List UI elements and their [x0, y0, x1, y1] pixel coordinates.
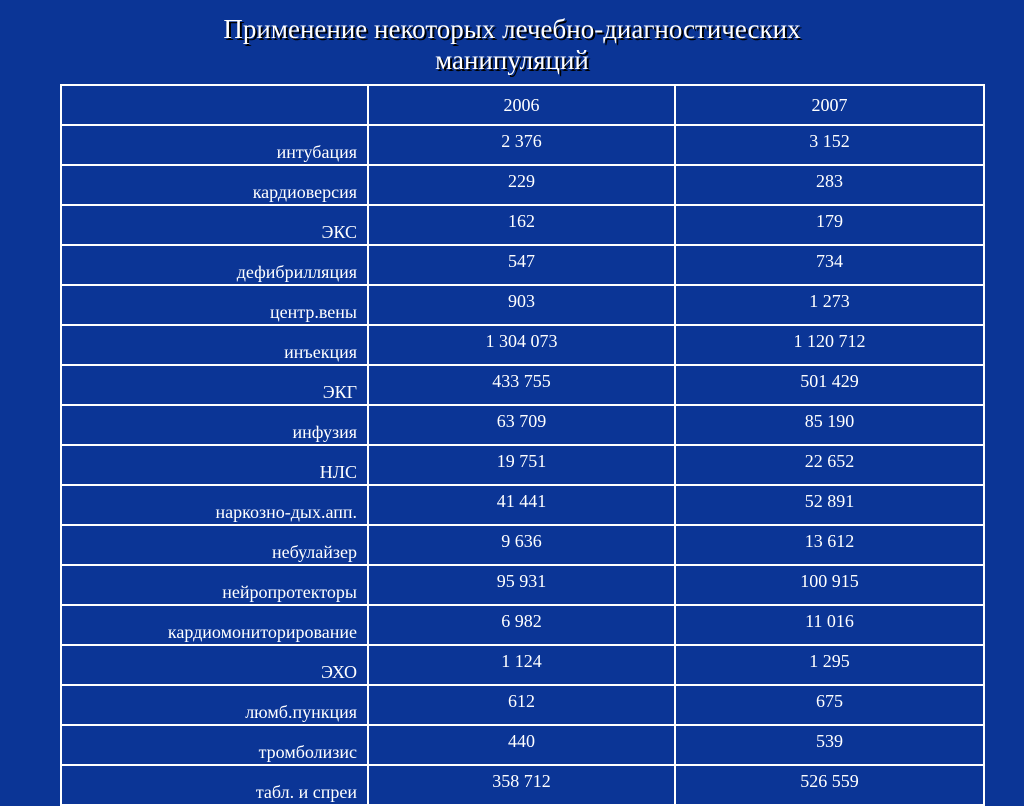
table-row — [61, 445, 984, 485]
value-2006: 41 441 — [368, 485, 675, 525]
row-label: инъекция — [61, 325, 368, 365]
value-2006: 903 — [368, 285, 675, 325]
value-2007: 675 — [675, 685, 984, 725]
value-2007: 501 429 — [675, 365, 984, 405]
table-row — [61, 485, 984, 525]
table-row — [61, 405, 984, 445]
table-row — [61, 645, 984, 685]
value-2007: 179 — [675, 205, 984, 245]
table-row — [61, 605, 984, 645]
slide-title-line2: манипуляций — [435, 45, 589, 75]
row-label: НЛС — [61, 445, 368, 485]
row-label: табл. и спреи — [61, 765, 368, 805]
table-row — [61, 565, 984, 605]
row-label: ЭХО — [61, 645, 368, 685]
row-label: кардиомониторирование — [61, 605, 368, 645]
table-row — [61, 685, 984, 725]
value-2007: 13 612 — [675, 525, 984, 565]
value-2007: 1 295 — [675, 645, 984, 685]
row-label: ЭКС — [61, 205, 368, 245]
row-label: дефибрилляция — [61, 245, 368, 285]
value-2007: 283 — [675, 165, 984, 205]
value-2006: 6 982 — [368, 605, 675, 645]
row-label: инфузия — [61, 405, 368, 445]
row-label: центр.вены — [61, 285, 368, 325]
table-row — [61, 725, 984, 765]
value-2007: 22 652 — [675, 445, 984, 485]
value-2007: 526 559 — [675, 765, 984, 805]
header-cell-2007: 2007 — [675, 85, 984, 125]
value-2007: 1 273 — [675, 285, 984, 325]
table-row — [61, 325, 984, 365]
table-row — [61, 165, 984, 205]
value-2006: 162 — [368, 205, 675, 245]
table-header-row — [61, 85, 984, 125]
value-2007: 11 016 — [675, 605, 984, 645]
table-row — [61, 525, 984, 565]
value-2007: 85 190 — [675, 405, 984, 445]
value-2007: 100 915 — [675, 565, 984, 605]
value-2006: 19 751 — [368, 445, 675, 485]
procedures-table — [60, 84, 985, 806]
value-2007: 3 152 — [675, 125, 984, 165]
table-row — [61, 245, 984, 285]
header-cell-label — [61, 85, 368, 125]
slide-title — [120, 14, 904, 76]
value-2007: 539 — [675, 725, 984, 765]
value-2006: 547 — [368, 245, 675, 285]
value-2006: 95 931 — [368, 565, 675, 605]
value-2006: 2 376 — [368, 125, 675, 165]
value-2006: 440 — [368, 725, 675, 765]
slide-title-line1: Применение некоторых лечебно-диагностических — [223, 14, 801, 44]
header-cell-2006: 2006 — [368, 85, 675, 125]
value-2006: 9 636 — [368, 525, 675, 565]
table-row — [61, 285, 984, 325]
row-label: интубация — [61, 125, 368, 165]
value-2006: 63 709 — [368, 405, 675, 445]
row-label: люмб.пункция — [61, 685, 368, 725]
value-2007: 734 — [675, 245, 984, 285]
row-label: небулайзер — [61, 525, 368, 565]
row-label: нейропротекторы — [61, 565, 368, 605]
value-2006: 358 712 — [368, 765, 675, 805]
table-row — [61, 765, 984, 805]
row-label: тромболизис — [61, 725, 368, 765]
value-2007: 1 120 712 — [675, 325, 984, 365]
table-row — [61, 365, 984, 405]
table-row — [61, 205, 984, 245]
row-label: наркозно-дых.апп. — [61, 485, 368, 525]
table-row — [61, 125, 984, 165]
value-2006: 1 124 — [368, 645, 675, 685]
value-2006: 433 755 — [368, 365, 675, 405]
value-2007: 52 891 — [675, 485, 984, 525]
row-label: кардиоверсия — [61, 165, 368, 205]
row-label: ЭКГ — [61, 365, 368, 405]
table-body — [61, 125, 984, 805]
value-2006: 229 — [368, 165, 675, 205]
value-2006: 1 304 073 — [368, 325, 675, 365]
value-2006: 612 — [368, 685, 675, 725]
